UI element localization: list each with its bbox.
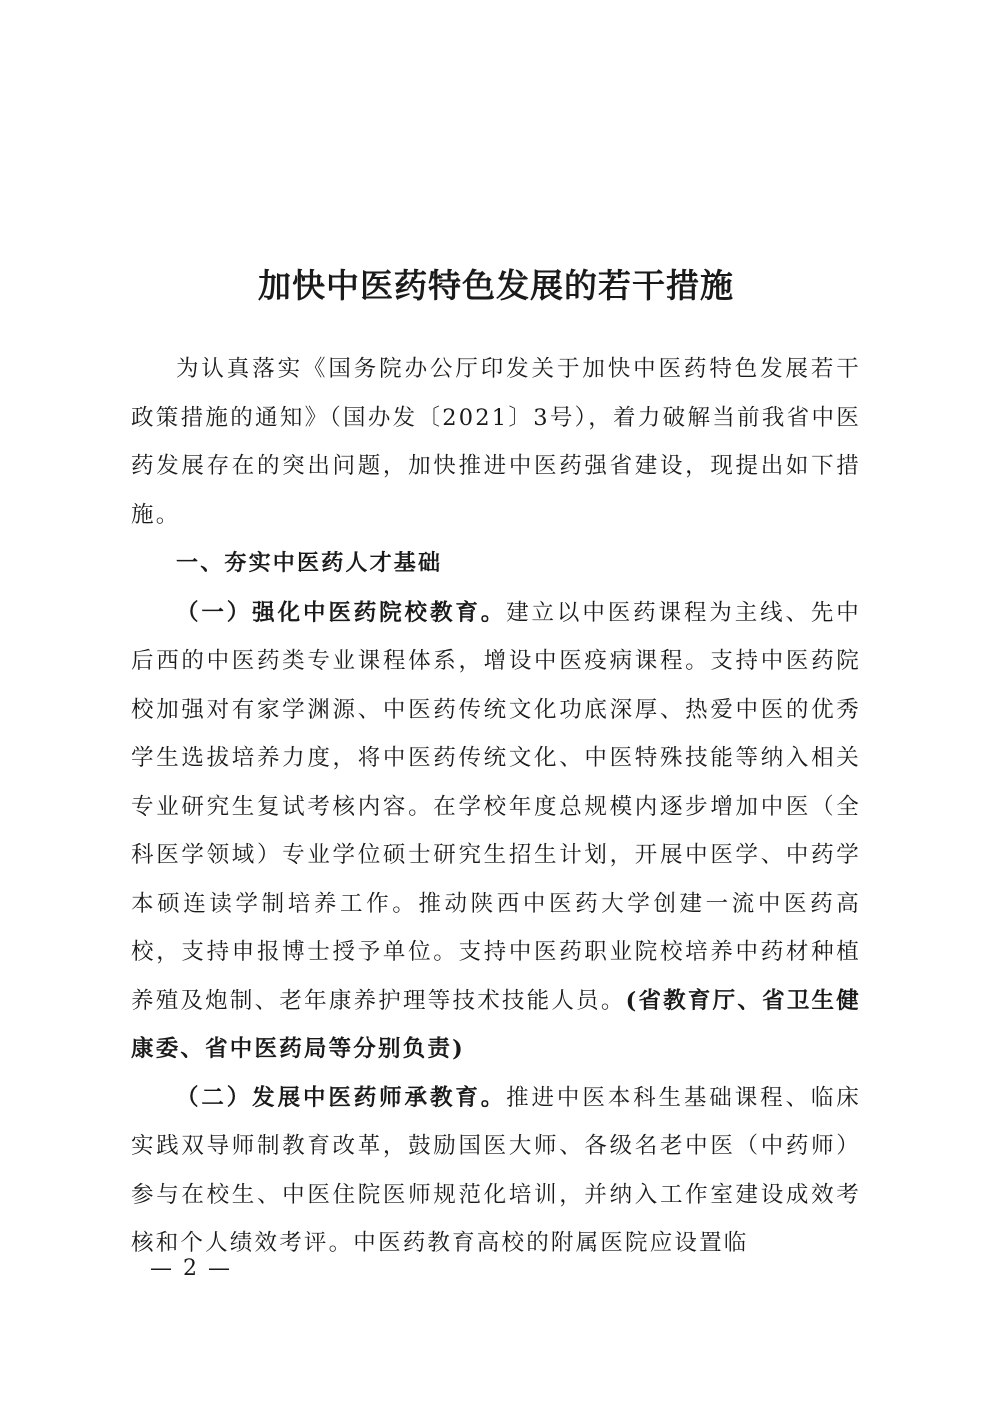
item-1-paragraph xyxy=(131,589,861,1074)
section-heading-text: 一、夯实中医药人才基础 xyxy=(176,551,443,576)
section-heading xyxy=(131,539,861,589)
document-body xyxy=(131,345,861,1268)
document-title: 加快中医药特色发展的若干措施 xyxy=(258,266,734,305)
item-2-paragraph xyxy=(131,1074,861,1268)
page-number: — 2 — xyxy=(150,1256,232,1281)
intro-paragraph: 为认真落实《国务院办公厅印发关于加快中医药特色发展若干政策措施的通知》（国办发〔2021〕3号），着力破解当前我省中医药发展存在的突出问题，加快推进中医药强省建设，现提出如下措施。 xyxy=(131,356,861,528)
item-2-body: 推进中医本科生基础课程、临床实践双导师制教育改革，鼓励国医大师、各级名老中医（中药师）参与在校生、中医住院医师规范化培训，并纳入工作室建设成效考核和个人绩效考评。中医药教育高校的附属医院应设置临 xyxy=(131,1084,861,1256)
item-1-lead: （一）强化中医药院校教育。 xyxy=(176,599,507,626)
item-1-body: 建立以中医药课程为主线、先中后西的中医药类专业课程体系，增设中医疫病课程。支持中医药院校加强对有家学渊源、中医药传统文化功底深厚、热爱中医的优秀学生选拔培养力度，将中医药传统文化、中医特殊技能等纳入相关专业研究生复试考核内容。在学校年度总规模内逐步增加中医（全科医学领域）专业学位硕士研究生招生计划，开展中医学、中药学本硕连读学制培养工作。推动陕西中医药大学创建一流中医药高校，支持申报博士授予单位。支持中医药职业院校培养中药材种植养殖及炮制、老年康养护理等技术技能人员。 xyxy=(131,599,861,1014)
item-1-responsibility: (省教育厅、省卫生健康委、省中医药局等分别负责) xyxy=(131,987,861,1062)
item-2-lead: （二）发展中医药师承教育。 xyxy=(176,1084,507,1111)
